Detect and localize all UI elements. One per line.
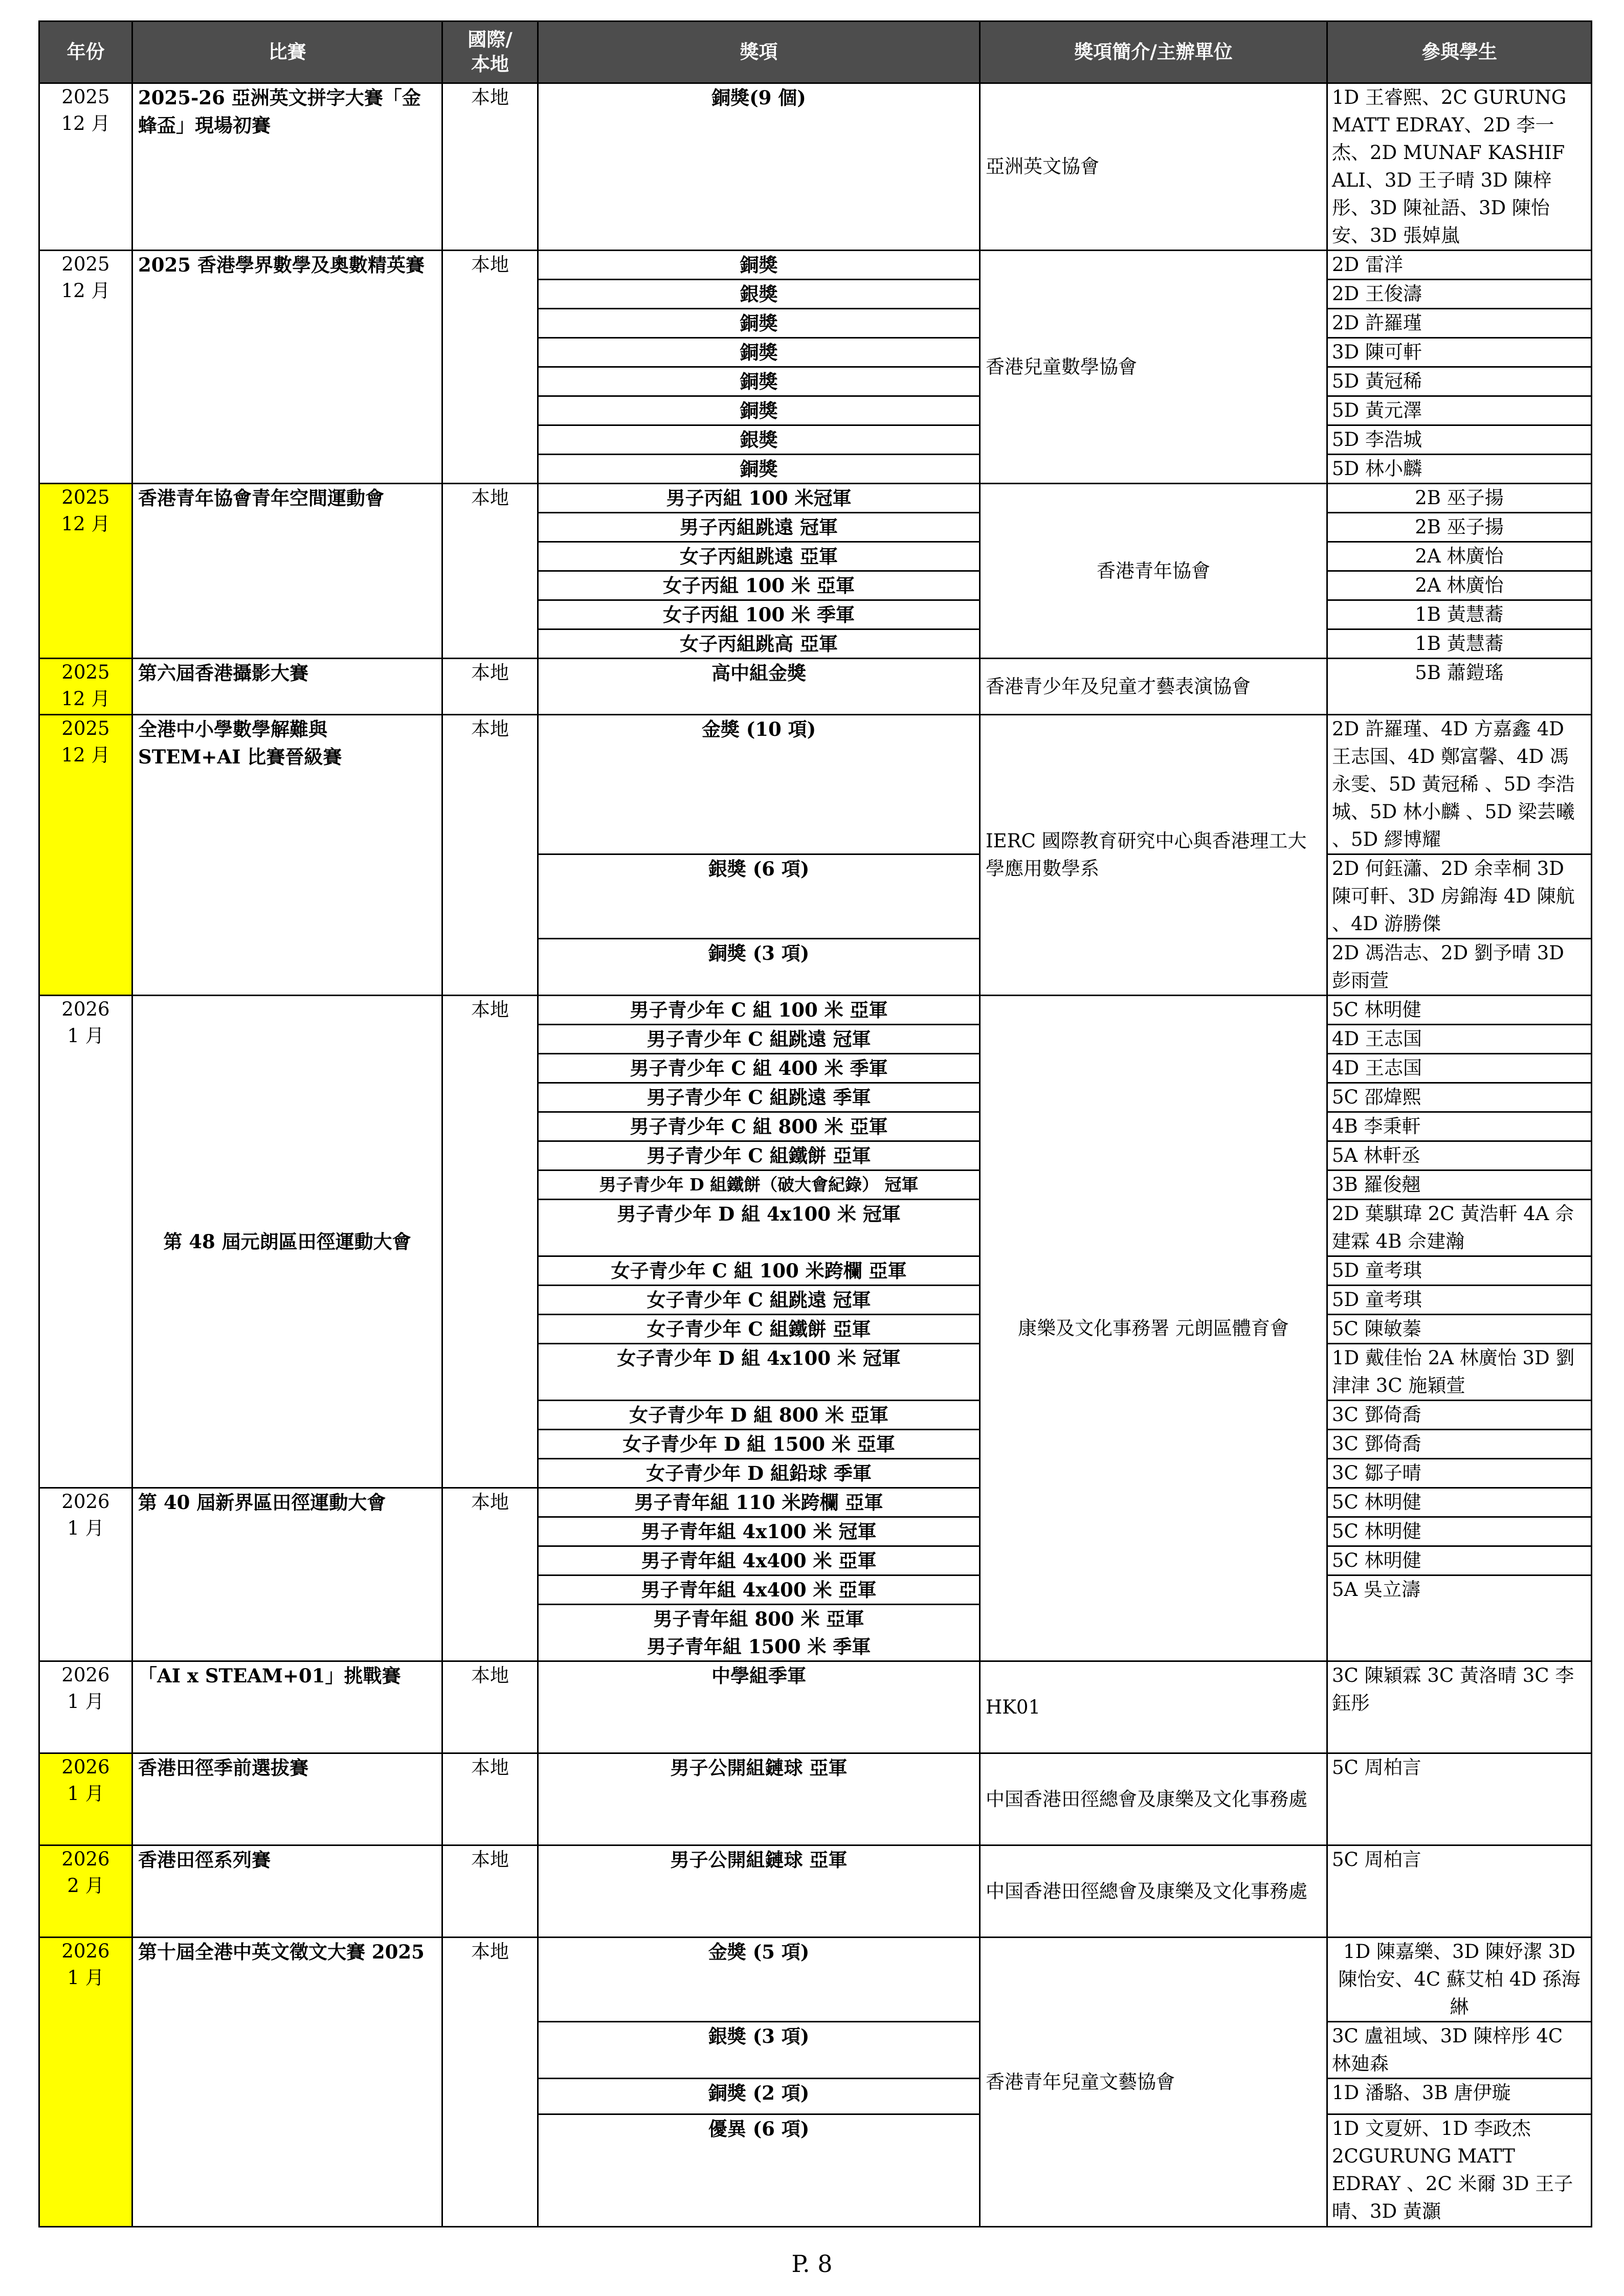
scope-cell: 本地 xyxy=(442,715,538,996)
award-cell: 男子青少年 C 組 400 米 季軍 xyxy=(538,1054,980,1083)
scope-cell: 本地 xyxy=(442,659,538,715)
students-cell: 5A 吳立濤 xyxy=(1327,1575,1592,1661)
award-cell: 銅獎 (3 項) xyxy=(538,939,980,996)
table-row xyxy=(39,996,1592,1025)
students-cell: 5B 蕭鎧瑤 xyxy=(1327,659,1592,715)
organizer-cell: 香港兒童數學協會 xyxy=(980,251,1327,484)
year-cell: 2026 1 月 xyxy=(39,996,132,1488)
year-cell: 2026 1 月 xyxy=(39,1938,132,2227)
organizer-cell: 康樂及文化事務署 元朗區體育會 xyxy=(980,996,1327,1661)
students-cell: 3B 羅俊翹 xyxy=(1327,1170,1592,1200)
year-cell: 2025 12 月 xyxy=(39,659,132,715)
students-cell: 2D 雷洋 xyxy=(1327,251,1592,280)
students-cell: 1D 戴佳怡 2A 林廣怡 3D 劉津津 3C 施穎萱 xyxy=(1327,1344,1592,1401)
students-cell: 5A 林軒丞 xyxy=(1327,1141,1592,1170)
table-row xyxy=(39,484,1592,513)
organizer-cell: IERC 國際教育研究中心與香港理工大學應用數學系 xyxy=(980,715,1327,996)
students-cell: 5D 黃元澤 xyxy=(1327,396,1592,425)
header-award: 獎項 xyxy=(538,21,980,83)
award-cell: 銀獎 (3 項) xyxy=(538,2022,980,2079)
students-cell: 1D 文夏妍、1D 李政杰 2CGURUNG MATT EDRAY 、2C 米爾 3D 王子晴、3D 黃灝 xyxy=(1327,2114,1592,2227)
scope-cell: 本地 xyxy=(442,484,538,659)
competition-cell: 「AI x STEAM+01」挑戰賽 xyxy=(132,1661,442,1753)
students-cell: 3D 陳可軒 xyxy=(1327,338,1592,367)
award-cell: 銅獎 xyxy=(538,455,980,484)
students-cell: 4D 王志国 xyxy=(1327,1054,1592,1083)
scope-cell: 本地 xyxy=(442,996,538,1488)
award-cell: 女子青少年 D 組 4x100 米 冠軍 xyxy=(538,1344,980,1401)
year-cell: 2026 1 月 xyxy=(39,1488,132,1661)
award-cell: 銀獎 xyxy=(538,425,980,455)
year-cell: 2026 2 月 xyxy=(39,1845,132,1938)
competition-cell: 全港中小學數學解難與 STEM+AI 比賽晉級賽 xyxy=(132,715,442,996)
scope-cell: 本地 xyxy=(442,1661,538,1753)
award-cell: 男子丙組 100 米冠軍 xyxy=(538,484,980,513)
students-cell: 4D 王志国 xyxy=(1327,1025,1592,1054)
students-cell: 2D 馮浩志、2D 劉予晴 3D 彭雨萱 xyxy=(1327,939,1592,996)
table-row xyxy=(39,715,1592,854)
awards-sheet xyxy=(38,20,1591,2227)
students-cell: 3C 鄧倚喬 xyxy=(1327,1430,1592,1459)
scope-cell: 本地 xyxy=(442,1845,538,1938)
students-cell: 2B 巫子揚 xyxy=(1327,484,1592,513)
award-cell: 男子丙組跳遠 冠軍 xyxy=(538,513,980,542)
students-cell: 5C 林明健 xyxy=(1327,1488,1592,1517)
header-competition: 比賽 xyxy=(132,21,442,83)
students-cell: 4B 李秉軒 xyxy=(1327,1112,1592,1141)
students-cell: 1B 黃慧蕎 xyxy=(1327,600,1592,629)
award-cell: 銀獎 xyxy=(538,280,980,309)
students-cell: 5C 周柏言 xyxy=(1327,1845,1592,1938)
award-cell: 銅獎 (2 項) xyxy=(538,2079,980,2114)
award-cell: 女子青少年 C 組 100 米跨欄 亞軍 xyxy=(538,1256,980,1286)
students-cell: 3C 鄧倚喬 xyxy=(1327,1401,1592,1430)
header-students: 參與學生 xyxy=(1327,21,1592,83)
table-row xyxy=(39,1661,1592,1753)
students-cell: 2D 何鈺瀟、2D 余幸桐 3D 陳可軒、3D 房錦海 4D 陳航 、4D 游勝傑 xyxy=(1327,854,1592,939)
students-cell: 2A 林廣怡 xyxy=(1327,542,1592,571)
award-cell: 男子青少年 C 組鐵餅 亞軍 xyxy=(538,1141,980,1170)
award-cell: 高中組金獎 xyxy=(538,659,980,715)
header-scope: 國際/ 本地 xyxy=(442,21,538,83)
organizer-cell: 中国香港田徑總會及康樂及文化事務處 xyxy=(980,1753,1327,1845)
students-cell: 1B 黃慧蕎 xyxy=(1327,629,1592,659)
award-cell: 男子青少年 C 組 100 米 亞軍 xyxy=(538,996,980,1025)
award-cell: 女子青少年 D 組 1500 米 亞軍 xyxy=(538,1430,980,1459)
award-cell: 銅獎 xyxy=(538,309,980,338)
award-cell: 男子青少年 D 組 4x100 米 冠軍 xyxy=(538,1200,980,1256)
award-cell: 男子青年組 4x400 米 亞軍 xyxy=(538,1546,980,1575)
award-cell: 女子丙組跳遠 亞軍 xyxy=(538,542,980,571)
award-cell: 金獎 (5 項) xyxy=(538,1938,980,2022)
students-cell: 1D 陳嘉樂、3D 陳妤潔 3D 陳怡安、4C 蘇艾柏 4D 孫海綝 xyxy=(1327,1938,1592,2022)
award-cell: 銅獎 xyxy=(538,251,980,280)
award-cell: 優異 (6 項) xyxy=(538,2114,980,2227)
students-cell: 5D 黃冠稀 xyxy=(1327,367,1592,396)
students-cell: 5C 林明健 xyxy=(1327,996,1592,1025)
students-cell: 5D 童考琪 xyxy=(1327,1286,1592,1315)
scope-cell: 本地 xyxy=(442,83,538,251)
competition-cell: 香港田徑系列賽 xyxy=(132,1845,442,1938)
header-year: 年份 xyxy=(39,21,132,83)
organizer-cell: HK01 xyxy=(980,1661,1327,1753)
award-cell: 男子青年組 4x400 米 亞軍 xyxy=(538,1575,980,1605)
students-cell: 5D 童考琪 xyxy=(1327,1256,1592,1286)
award-cell: 男子青少年 C 組跳遠 季軍 xyxy=(538,1083,980,1112)
year-cell: 2026 1 月 xyxy=(39,1661,132,1753)
organizer-cell: 香港青年兒童文藝協會 xyxy=(980,1938,1327,2227)
award-cell: 銅獎(9 個) xyxy=(538,83,980,251)
students-cell: 2A 林廣怡 xyxy=(1327,571,1592,600)
organizer-cell: 香港青年協會 xyxy=(980,484,1327,659)
award-cell: 男子青年組 800 米 亞軍 男子青年組 1500 米 季軍 xyxy=(538,1605,980,1661)
scope-cell: 本地 xyxy=(442,1753,538,1845)
students-cell: 5C 林明健 xyxy=(1327,1546,1592,1575)
award-cell: 女子丙組 100 米 亞軍 xyxy=(538,571,980,600)
students-cell: 2D 王俊濤 xyxy=(1327,280,1592,309)
award-cell: 女子丙組 100 米 季軍 xyxy=(538,600,980,629)
award-cell: 男子青少年 D 組鐵餅（破大會紀錄） 冠軍 xyxy=(538,1170,980,1200)
award-cell: 中學組季軍 xyxy=(538,1661,980,1753)
award-cell: 女子丙組跳高 亞軍 xyxy=(538,629,980,659)
students-cell: 3C 盧祖域、3D 陳梓彤 4C 林廸森 xyxy=(1327,2022,1592,2079)
award-cell: 銅獎 xyxy=(538,338,980,367)
competition-cell: 2025 香港學界數學及奧數精英賽 xyxy=(132,251,442,484)
award-cell: 男子青年組 110 米跨欄 亞軍 xyxy=(538,1488,980,1517)
students-cell: 5C 邵煒熙 xyxy=(1327,1083,1592,1112)
students-cell: 1D 王睿熙、2C GURUNG MATT EDRAY、2D 李一杰、2D MUNAF KASHIF ALI、3D 王子晴 3D 陳梓彤、3D 陳祉語、3D 陳怡安、3D 張婥嵐 xyxy=(1327,83,1592,251)
students-cell: 5C 周柏言 xyxy=(1327,1753,1592,1845)
competition-cell: 香港田徑季前選拔賽 xyxy=(132,1753,442,1845)
awards-table xyxy=(38,20,1592,2227)
table-row xyxy=(39,251,1592,280)
competition-cell: 2025-26 亞洲英文拼字大賽「金蜂盃」現場初賽 xyxy=(132,83,442,251)
year-cell: 2025 12 月 xyxy=(39,484,132,659)
competition-cell: 第六屆香港攝影大賽 xyxy=(132,659,442,715)
competition-cell: 第 40 屆新界區田徑運動大會 xyxy=(132,1488,442,1661)
award-cell: 女子青少年 C 組鐵餅 亞軍 xyxy=(538,1315,980,1344)
award-cell: 女子青少年 C 組跳遠 冠軍 xyxy=(538,1286,980,1315)
table-row xyxy=(39,1845,1592,1938)
organizer-cell: 亞洲英文協會 xyxy=(980,83,1327,251)
students-cell: 3C 鄒子晴 xyxy=(1327,1459,1592,1488)
award-cell: 銅獎 xyxy=(538,396,980,425)
scope-cell: 本地 xyxy=(442,1938,538,2227)
year-cell: 2025 12 月 xyxy=(39,83,132,251)
scope-cell: 本地 xyxy=(442,1488,538,1661)
award-cell: 女子青少年 D 組鉛球 季軍 xyxy=(538,1459,980,1488)
students-cell: 2D 葉騏瑋 2C 黃浩軒 4A 佘建霖 4B 佘建瀚 xyxy=(1327,1200,1592,1256)
award-cell: 男子青少年 C 組 800 米 亞軍 xyxy=(538,1112,980,1141)
header-organizer: 獎項簡介/主辦單位 xyxy=(980,21,1327,83)
table-row xyxy=(39,659,1592,715)
award-cell: 男子公開組鏈球 亞軍 xyxy=(538,1845,980,1938)
students-cell: 5C 陳敏蓁 xyxy=(1327,1315,1592,1344)
competition-cell: 第 48 屆元朗區田徑運動大會 xyxy=(132,996,442,1488)
table-row xyxy=(39,1938,1592,2022)
table-row xyxy=(39,1753,1592,1845)
students-cell: 3C 陳穎霖 3C 黃洛晴 3C 李鈺彤 xyxy=(1327,1661,1592,1753)
header-row xyxy=(39,21,1592,83)
table-row xyxy=(39,1488,1592,1517)
award-cell: 銀獎 (6 項) xyxy=(538,854,980,939)
competition-cell: 香港青年協會青年空間運動會 xyxy=(132,484,442,659)
competition-cell: 第十屆全港中英文徵文大賽 2025 xyxy=(132,1938,442,2227)
students-cell: 2B 巫子揚 xyxy=(1327,513,1592,542)
year-cell: 2025 12 月 xyxy=(39,251,132,484)
students-cell: 1D 潘駱、3B 唐伊璇 xyxy=(1327,2079,1592,2114)
students-cell: 5D 李浩城 xyxy=(1327,425,1592,455)
students-cell: 5C 林明健 xyxy=(1327,1517,1592,1546)
page-number: P. 8 xyxy=(791,2250,833,2278)
year-cell: 2025 12 月 xyxy=(39,715,132,996)
award-cell: 金獎 (10 項) xyxy=(538,715,980,854)
award-cell: 男子青少年 C 組跳遠 冠軍 xyxy=(538,1025,980,1054)
award-cell: 男子青年組 4x100 米 冠軍 xyxy=(538,1517,980,1546)
organizer-cell: 中国香港田徑總會及康樂及文化事務處 xyxy=(980,1845,1327,1938)
scope-cell: 本地 xyxy=(442,251,538,484)
students-cell: 5D 林小麟 xyxy=(1327,455,1592,484)
students-cell: 2D 許羅瑾 xyxy=(1327,309,1592,338)
students-cell: 2D 許羅瑾、4D 方嘉鑫 4D 王志国、4D 鄭富馨、4D 馮永雯、5D 黃冠稀 、5D 李浩城、5D 林小麟 、5D 梁芸曦 、5D 繆博耀 xyxy=(1327,715,1592,854)
table-row xyxy=(39,83,1592,251)
award-cell: 女子青少年 D 組 800 米 亞軍 xyxy=(538,1401,980,1430)
organizer-cell: 香港青少年及兒童才藝表演協會 xyxy=(980,659,1327,715)
award-cell: 銅獎 xyxy=(538,367,980,396)
year-cell: 2026 1 月 xyxy=(39,1753,132,1845)
award-cell: 男子公開組鏈球 亞軍 xyxy=(538,1753,980,1845)
